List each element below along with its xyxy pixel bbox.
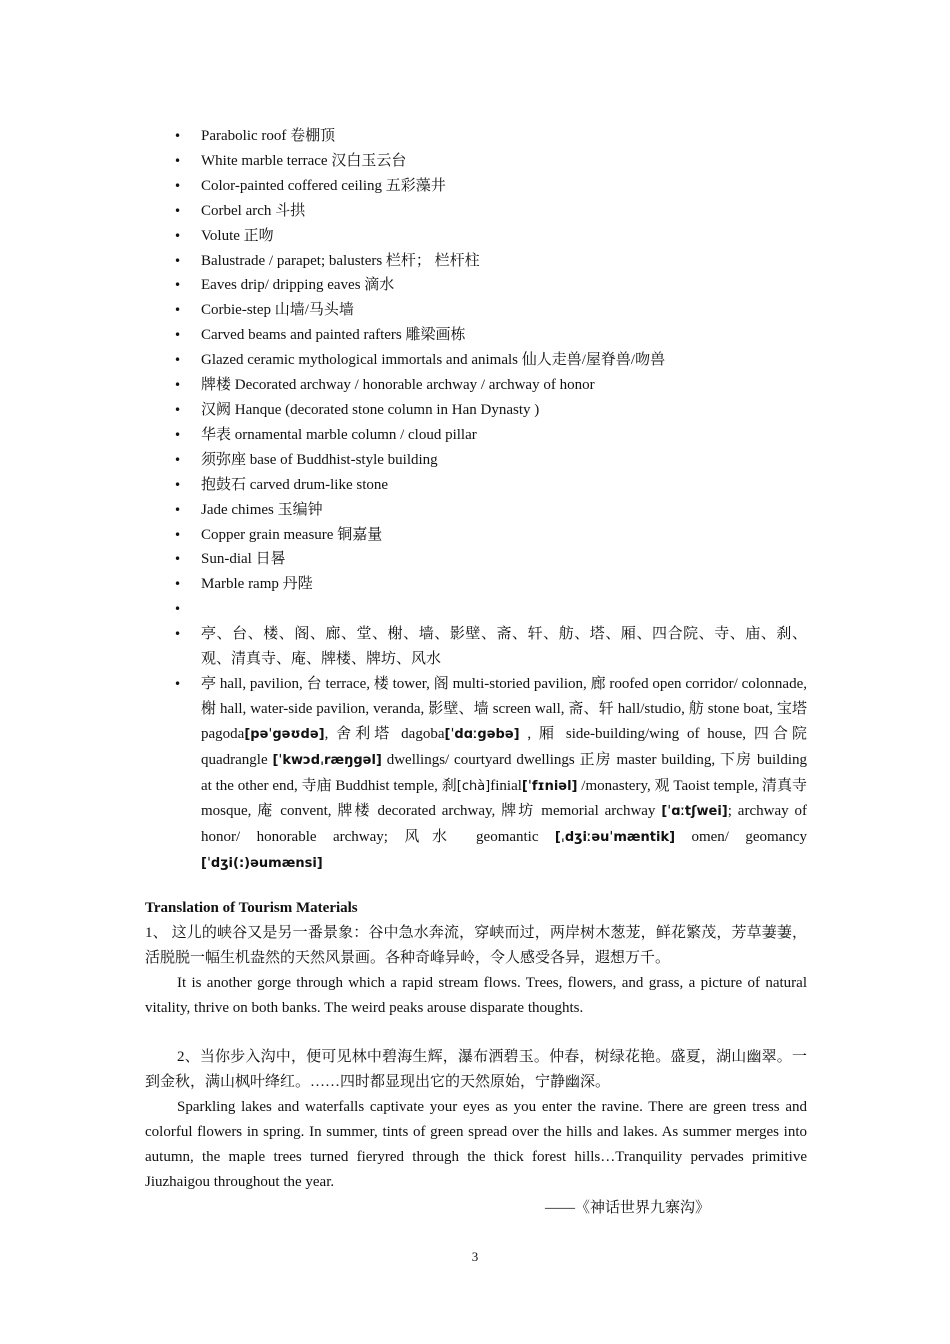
vocab-item: • 牌楼 Decorated archway / honorable archway / archway of honor <box>201 373 807 398</box>
ipa-pagoda: [pəˈgəʊdə] <box>244 726 325 742</box>
building-types-item: • 亭、台、楼、阁、廊、堂、榭、墙、影壁、斋、轩、舫、塔、厢、四合院、寺、庙、刹、观、清真寺、庵、牌楼、牌坊、风水 <box>201 622 807 672</box>
translation-1-chinese: 1、 这儿的峡谷又是另一番景象：谷中急水奔流，穿峡而过，两岸树木葱茏，鲜花繁茂，芳草萋萋，活脱脱一幅生机盎然的天然风景画。各种奇峰异岭，令人感受各异，遐想万千。 <box>145 925 807 966</box>
vocab-item: • 须弥座 base of Buddhist-style building <box>201 448 807 473</box>
ipa-quadrangle: [ˈkwɔdˌræŋgəl] <box>272 752 382 768</box>
vocab-item: • Color-painted coffered ceiling 五彩藻井 <box>201 174 807 199</box>
glossary-text: finial <box>490 777 522 794</box>
vocab-item: • Corbie-step 山墙/马头墙 <box>201 298 807 323</box>
pinyin-cha: [chà] <box>456 778 491 794</box>
vocab-item: • Copper grain measure 铜嘉量 <box>201 523 807 548</box>
vocab-item: • Balustrade / parapet; balusters 栏杆； 栏杆柱 <box>201 249 807 274</box>
glossary-text: , 厢 side-building/wing of house, 四合院 quadrangle <box>201 725 807 768</box>
glossary-text: /monastery, 观 Taoist temple, 清真寺 mosque, 庵 convent, 牌楼 decorated archway, 牌坊 memorial archway <box>201 777 807 820</box>
vocab-item: • Corbel arch 斗拱 <box>201 199 807 224</box>
vocab-item: • Glazed ceramic mythological immortals and animals 仙人走兽/屋脊兽/吻兽 <box>201 348 807 373</box>
ipa-geomancy: [ˈdʒi(:)əumænsi] <box>201 856 323 872</box>
translation-2-chinese: 2、当你步入沟中，便可见林中碧海生辉，瀑布洒碧玉。仲春，树绿花艳。盛夏，湖山幽翠。一到金秋，满山枫叶绛红。……四时都显现出它的天然原始，宁静幽深。 <box>145 1049 807 1090</box>
vocabulary-list <box>201 124 807 877</box>
glossary-text: dwellings/ courtyard dwellings 正房 master building, 下房 building at the other end, 寺庙 Buddhist temple, 刹 <box>201 751 807 794</box>
glossary-item <box>201 672 807 877</box>
vocab-item: • Marble ramp 丹陛 <box>201 572 807 597</box>
vocab-item: • Sun-dial 日晷 <box>201 547 807 572</box>
section-heading: Translation of Tourism Materials <box>145 900 358 916</box>
vocab-item: • Eaves drip/ dripping eaves 滴水 <box>201 273 807 298</box>
ipa-dagoba: [ˈdɑːgəbə] <box>444 726 520 742</box>
vocab-item: • Jade chimes 玉编钟 <box>201 498 807 523</box>
ipa-finial: [ˈfɪniəl] <box>521 778 578 794</box>
glossary-text: , 舍利塔 dagoba <box>324 725 445 742</box>
vocab-item: • Volute 正吻 <box>201 224 807 249</box>
glossary-text: 亭 hall, pavilion, 台 terrace, 楼 tower, 阁 multi-storied pavilion, 廊 roofed open corridor/ colonnade, 榭 hall, water-side pavilion, veranda, 影壁、墙 screen wall, 斋、轩 hall/studio, 舫 stone boat, 宝塔 pagoda <box>201 675 807 742</box>
vocab-item: • 华表 ornamental marble column / cloud pillar <box>201 423 807 448</box>
glossary-text: omen/ geomancy <box>675 829 807 846</box>
vocab-item: • 抱鼓石 carved drum-like stone <box>201 473 807 498</box>
vocab-item: • Parabolic roof 卷棚顶 <box>201 124 807 149</box>
source-citation: ——《神话世界九寨沟》 <box>545 1200 711 1216</box>
vocab-item-empty <box>201 597 807 622</box>
page-number: 3 <box>471 1249 479 1264</box>
translation-2-english: Sparkling lakes and waterfalls captivate your eyes as you enter the ravine. There are green tress and colorful flowers in spring. In summer, tints of green spread over the hills and lakes. As summer merges into autumn, the maple trees turned fieryred through the thick forest hills…Tranquility pervades primitive Jiuzhaigou throughout the year. <box>145 1099 807 1190</box>
translation-1-english: It is another gorge through which a rapid stream flows. Trees, flowers, and grass, a picture of natural vitality, thrive on both banks. The weird peaks arouse disparate thoughts. <box>145 975 807 1016</box>
vocab-item: • 汉阙 Hanque (decorated stone column in Han Dynasty ) <box>201 398 807 423</box>
vocab-item: • White marble terrace 汉白玉云台 <box>201 149 807 174</box>
vocab-item: • Carved beams and painted rafters 雕梁画栋 <box>201 323 807 348</box>
ipa-geomantic: [ˌdʒiːəuˈmæntik] <box>554 830 676 846</box>
glossary-text: ; archway of honor/ honorable archway; 风水 geomantic <box>201 803 807 846</box>
ipa-archway: [ˈɑːtʃwei] <box>661 804 728 820</box>
